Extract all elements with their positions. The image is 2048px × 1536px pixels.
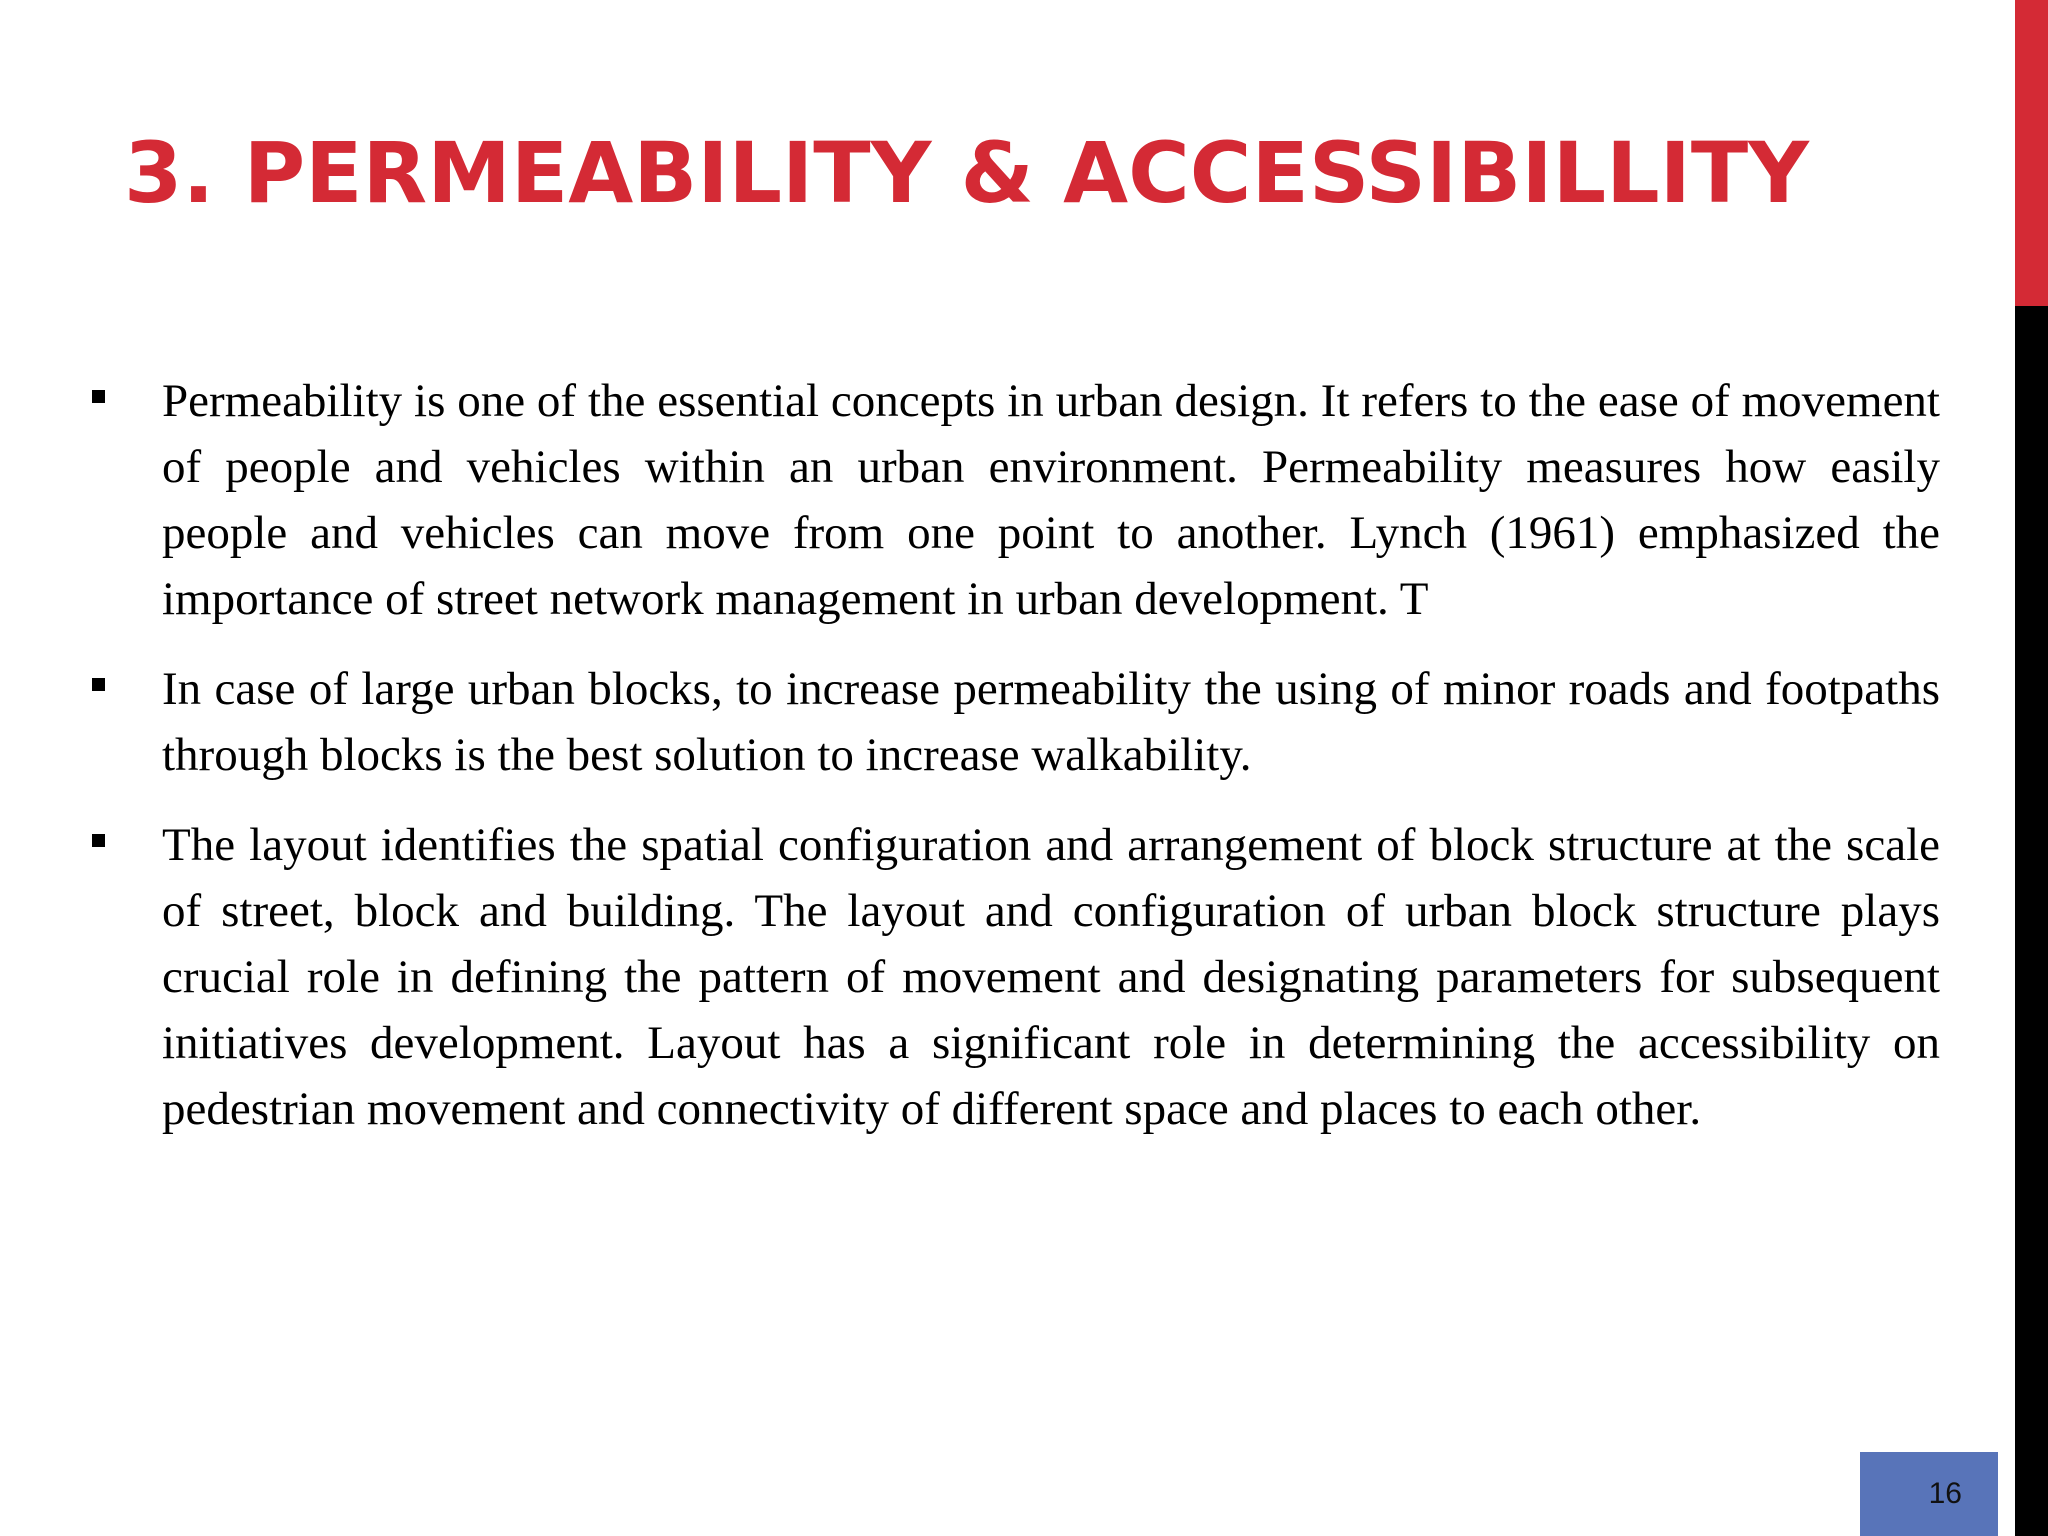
bullet-text: Permeability is one of the essential concepts in urban design. It refers to the ease of movement of people and vehicles within an urban environment. Permeability measures how easily people and vehicles can move from one point to another. Lynch (1961) emphasized the importance of street network management in urban development. T <box>162 375 1940 625</box>
page-number: 16 <box>1928 1477 1962 1510</box>
bullet-item <box>90 812 1940 1142</box>
square-bullet-icon <box>92 390 105 403</box>
bullet-item <box>90 368 1940 632</box>
bullet-list <box>90 368 1940 1166</box>
bullet-text: In case of large urban blocks, to increase permeability the using of minor roads and footpaths through blocks is the best solution to increase walkability. <box>162 663 1940 781</box>
square-bullet-icon <box>92 834 105 847</box>
bullet-text: The layout identifies the spatial configuration and arrangement of block structure at the scale of street, block and building. The layout and configuration of urban block structure plays crucial role in defining the pattern of movement and designating parameters for subsequent initiatives development. Layout has a significant role in determining the accessibility on pedestrian movement and connectivity of different space and places to each other. <box>162 819 1940 1135</box>
slide-title: 3. PERMEABILITY & ACCESSIBILLITY <box>124 124 1810 222</box>
accent-bar-red <box>2015 0 2048 306</box>
square-bullet-icon <box>92 678 105 691</box>
page-number-badge <box>1860 1452 1998 1536</box>
bullet-item <box>90 656 1940 788</box>
accent-bar-black <box>2015 306 2048 1536</box>
